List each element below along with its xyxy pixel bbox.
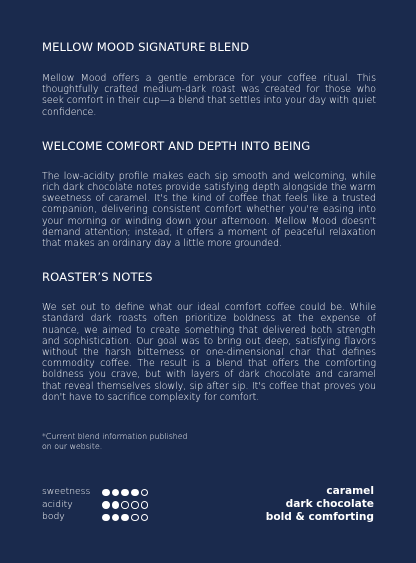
rating-dots-acidity <box>102 501 148 509</box>
section-body-comfort-depth: The low-acidity profile makes each sip smooth and welcoming, while rich dark chocolate notes provide satisfying depth alongside the warm sweetness of caramel. It's the kind of coffee that feels like a trusted companion, delivering consistent comfort whether you're easing into your morning or winding down your afternoon. Mellow Mood doesn't demand attention; instead, it offers a moment of peaceful relaxation that makes an ordinary day a little more grounded. <box>42 170 376 250</box>
filled-dot-icon <box>102 514 110 522</box>
filled-dot-icon <box>112 489 120 497</box>
section-title-signature-blend: MELLOW MOOD SIGNATURE BLEND <box>42 40 250 54</box>
footnote: *Current blend information published on our website. <box>42 432 188 452</box>
tasting-notes <box>266 485 374 523</box>
section-body-roasters-notes: We set out to define what our ideal comfort coffee could be. While standard dark roasts often prioritize boldness at the expense of nuance, we aimed to create something that delivered both strength and sophistication. Our goal was to bring out deep, satisfying flavors without the harsh bitterness or one-dimensional char that defines commodity coffee. The result is a blend that offers the comforting boldness you crave, but with layers of dark chocolate and caramel that reveal themselves slowly, sip after sip. It's coffee that proves you don't have to sacrifice complexity for comfort. <box>42 302 376 403</box>
section-title-roasters-notes: ROASTER’S NOTES <box>42 270 153 285</box>
filled-dot-icon <box>121 489 129 497</box>
rating-label-acidity: acidity <box>42 498 73 510</box>
filled-dot-icon <box>112 514 120 522</box>
tasting-note-dark-chocolate: dark chocolate <box>285 497 374 510</box>
tasting-note-caramel: caramel <box>326 485 374 497</box>
document-page <box>42 40 376 452</box>
rating-row-body <box>42 511 148 524</box>
empty-dot-icon <box>141 489 149 497</box>
rating-dots-body <box>102 514 148 522</box>
tasting-note-bold-comforting: bold & comforting <box>265 510 374 523</box>
filled-dot-icon <box>112 501 120 509</box>
section-title-comfort-depth: WELCOME COMFORT AND DEPTH INTO BEING <box>42 138 311 153</box>
empty-dot-icon <box>121 501 129 509</box>
flavor-ratings <box>42 486 148 524</box>
rating-dots-sweetness <box>102 489 148 497</box>
empty-dot-icon <box>131 501 139 509</box>
section-body-signature-blend: Mellow Mood offers a gentle embrace for your coffee ritual. This thoughtfully crafted medium-dark roast was created for those who seek comfort in their cup—a blend that settles into your day with quiet confidence. <box>42 73 376 118</box>
filled-dot-icon <box>131 489 139 497</box>
empty-dot-icon <box>141 514 149 522</box>
rating-label-body: body <box>42 511 65 522</box>
rating-row-acidity <box>42 499 148 512</box>
rating-label-sweetness: sweetness <box>42 486 91 497</box>
empty-dot-icon <box>131 514 139 522</box>
filled-dot-icon <box>102 489 110 497</box>
rating-row-sweetness <box>42 486 148 499</box>
filled-dot-icon <box>121 514 129 522</box>
empty-dot-icon <box>141 501 149 509</box>
filled-dot-icon <box>102 501 110 509</box>
